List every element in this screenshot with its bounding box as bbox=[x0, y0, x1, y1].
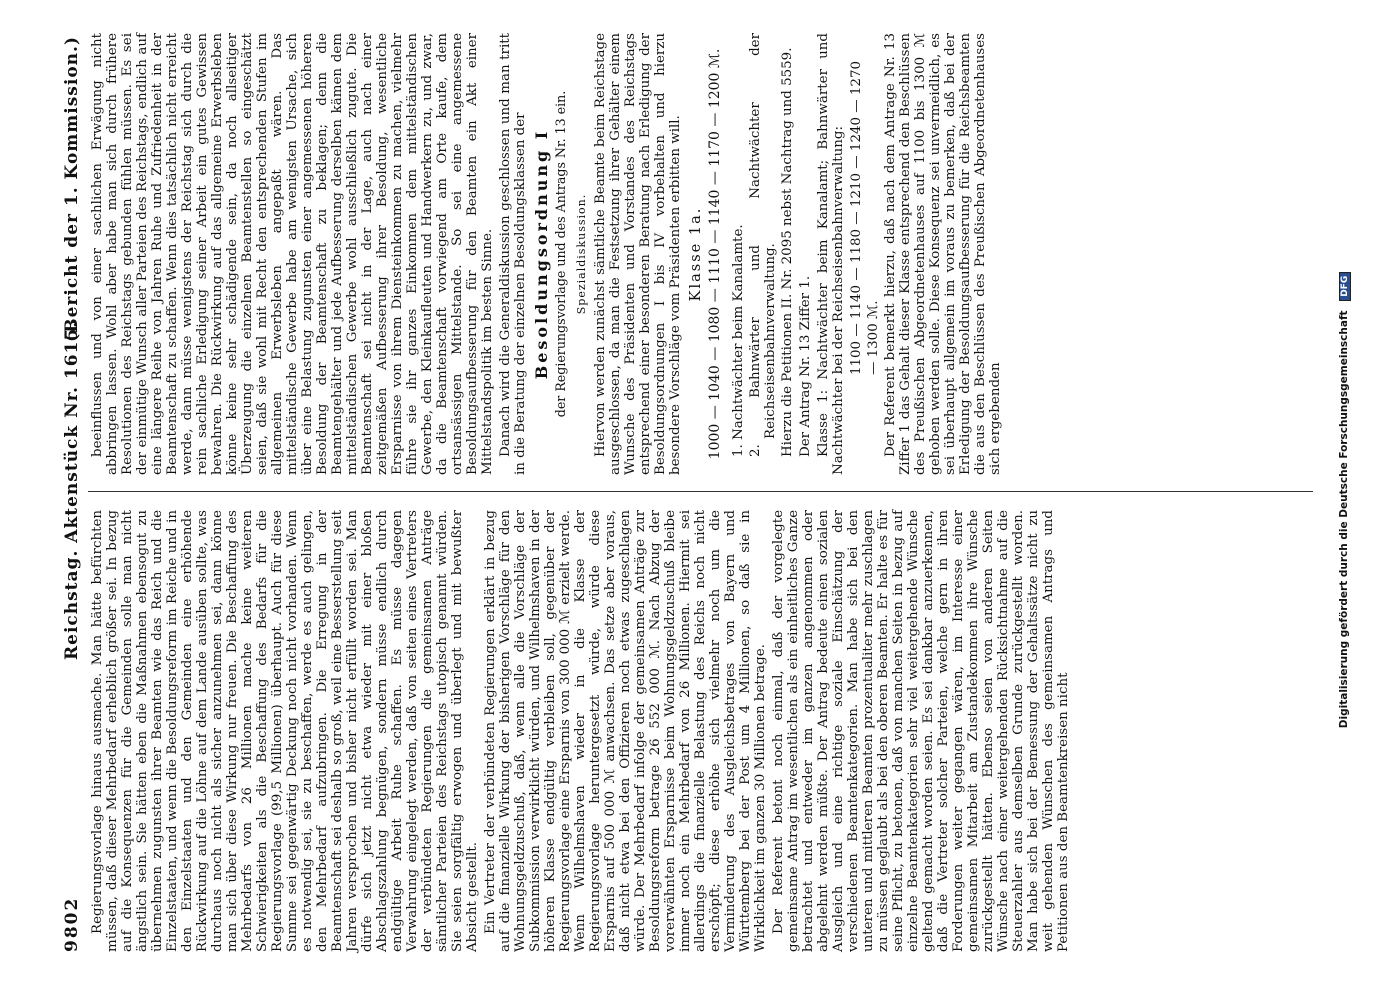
dfg-logo-icon: DFG bbox=[1339, 272, 1351, 301]
antrag-heading: Der Antrag Nr. 13 Ziffer 1. bbox=[798, 275, 813, 457]
paragraph: beeinflussen und von einer sachlichen Erwägung nicht abbringen lassen. Wohl aber habe man sich durch frühere Resolutionen des Reichstags gebunden fühlen müssen. Es sei der einmütige Wunsch aller Parteien des Reichstags, endlich auf eine längere Reihe von Jahren Ruhe und Zufriedenheit in der Beamtenschaft zu schaffen. Wenn dies tatsächlich nicht erreicht werde, dann müsse wenigstens der Reichstag sich durch die rein sachliche Erledigung seiner Arbeit ein gutes Gewissen bewahren. Die Rückwirkung auf das allgemeine Erwerbsleben könne keine sehr schädigende sein, da noch allseitiger Überzeugung die einzelnen Beamtenstellen so eingeschätzt seien, daß sie wohl mit Recht den entsprechenden Stufen im allgemeinen Erwerbsleben angepaßt wären. Das mittelständische Gewerbe habe am wenigsten Ursache, sich über eine Belastung zugunsten einer angemessenen höheren Besoldung der Beamtenschaft zu beklagen; denn die Beamtengehälter und jede Aufbesserung derselben kämen dem mittelständischen Gewerbe wohl ausschließlich zugute. Die Beamtenschaft sei nicht in der Lage, auch nach einer zeitgemäßen Aufbesserung ihrer Besoldung, wesentliche Ersparnisse von ihrem Diensteinkommen zu machen, vielmehr führe sie ihr ganzes Einkommen dem mittelständischen Gewerbe, den Kleinkaufleuten und Handwerkern zu, und zwar, da die Beamtenschaft vorwiegend am Orte kaufe, dem ortsansässigen Mittelstande. So sei eine angemessene Besoldungsaufbesserung für den Beamten ein Akt einer Mittelstandspolitik im besten Sinne. bbox=[90, 33, 495, 475]
section-subtitle: der Regierungsvorlage und des Antrags Nr. 13 ein. bbox=[553, 90, 568, 418]
petition-note: Hierzu die Petitionen II. Nr. 2095 nebst Nachtrag und 5559. bbox=[780, 47, 795, 457]
klasse-1a-heading: Klasse 1a. bbox=[688, 206, 704, 302]
column-divider bbox=[88, 491, 1313, 492]
right-column bbox=[90, 33, 1006, 475]
salary-scale-1: 1100 — 1140 — 1180 — 1210 — 1240 — 1270 bbox=[849, 61, 864, 375]
page-header bbox=[60, 30, 88, 960]
page-number: 9802 bbox=[62, 896, 82, 952]
left-column bbox=[90, 510, 1074, 952]
paragraph: Danach wird die Generaldiskussion geschlossen und man tritt in die Beratung der einzelnen Besoldungsklassen der bbox=[498, 33, 528, 475]
salary-scale-1-end: — 1300 ℳ. bbox=[866, 300, 881, 375]
klasse-1-description: Klasse 1: Nachtwächter beim Kanalamt; Bahnwärter und Nachtwächter bei der Reichseisenbahnverwaltung: bbox=[816, 33, 846, 475]
document-page bbox=[60, 30, 1320, 960]
header-report-label: (Bericht der 1. Kommission.) bbox=[62, 36, 82, 342]
paragraph: Der Referent bemerkt hierzu, daß nach dem Antrage Nr. 13 Ziffer 1 das Gehalt dieser Klasse entsprechend den Beschlüssen des Preußischen Abgeordnetenhauses auf 1100 bis 1300 ℳ gehoben werden solle. Diese Konsequenz sei unvermeidlich, es sei überhaupt allgemein im voraus zu bemerken, daß bei der Erledigung der Besoldungsaufbesserung für die Reichsbeamten die aus den Beschlüssen des Preußischen Abgeordnetenhauses sich ergebenden bbox=[883, 33, 1003, 475]
salary-scale-1a: 1000 — 1040 — 1080 — 1110 — 1140 — 1170 — 1200 ℳ. bbox=[707, 48, 723, 460]
digitization-footer bbox=[1338, 120, 1351, 880]
footer-text: Digitalisierung gefördert durch die Deutsche Forschungsgemeinschaft bbox=[1338, 310, 1350, 729]
paragraph: Regierungsvorlage hinaus ausmache. Man hätte befürchten müssen, daß dieser Mehrbedarf erheblich größer sei. In bezug auf die Konsequenzen für die Gemeinden solle man nicht ängstlich sein. Sie hätten eben die Maßnahmen ebensogut zu übernehmen zugunsten ihrer Beamten wie das Reich und die Einzelstaaten, und wenn die Besoldungsreform im Reiche und in den Einzelstaaten und den Gemeinden eine erhöhende Rückwirkung auf die Löhne auf dem Lande ausüben sollte, was durchaus noch nicht als sicher anzunehmen sei, dann könne man sich über diese Wirkung nur freuen. Die Beschaffung des Mehrbedarfs von 26 Millionen mache keine weiteren Schwierigkeiten als die Beschaffung des Bedarfs für die Regierungsvorlage (99,5 Millionen) überhaupt. Auch für diese Summe sei gegenwärtig Deckung noch nicht vorhanden. Wenn es notwendig sei, sie zu beschaffen, werde es auch gelingen, den Mehrbedarf aufzubringen. Die Erregung in der Beamtenschaft sei deshalb so groß, weil eine Besserstellung seit Jahren versprochen und bisher nicht erfüllt worden sei. Man dürfe sich jetzt nicht etwa wieder mit einer bloßen Abschlagszahlung begnügen, sondern müsse endlich durch endgültige Arbeit Ruhe schaffen. Es müsse dagegen Verwahrung eingelegt werden, daß von seiten eines Vertreters der verbündeten Regierungen die gemeinsamen Anträge sämtlicher Parteien des Reichstags utopisch genannt würden. Sie seien sorgfältig erwogen und überlegt und mit bewußter Absicht gestellt. bbox=[90, 510, 480, 952]
paragraph: Der Referent betont noch einmal, daß der vorgelegte gemeinsame Antrag im wesentlichen als ein einheitliches Ganze betrachtet und entweder im ganzen angenommen oder abgelehnt werden müßte. Der Antrag bedeute einen sozialen Ausgleich und eine richtige soziale Einschätzung der verschiedenen Beamtenkategorien. Man habe sich bei den unteren und mittleren Beamten prozentualiter mehr zuschlagen zu müssen geglaubt als bei den oberen Beamten. Er halte es für seine Pflicht, zu betonen, daß von manchen Seiten in bezug auf einzelne Beamtenkategorien sehr viel weitergehende Wünsche geltend gemacht worden seien. Es sei dankbar anzuerkennen, daß die Vertreter solcher Parteien, welche gern in ihren Forderungen weiter gegangen wären, im Interesse einer gemeinsamen Mitarbeit am Zustandekommen ihre Wünsche zurückgestellt hätten. Ebenso seien von anderen Seiten Wünsche nach einer weitergehenden Rücksichtnahme auf die Steuerzahler aus demselben Grunde zurückgestellt worden. Man habe sich bei der Bemessung der Gehaltssätze nicht zu weit gehenden Wünschen des gemeinsamen Antrags und Petitionen aus den Beamtenkreisen nicht bbox=[771, 510, 1071, 952]
paragraph: Ein Vertreter der verbündeten Regierungen erklärt in bezug auf die finanzielle Wirkung der bisherigen Vorschläge für den Wohnungsgeldzuschuß, daß, wenn alle die Vorschläge der Subkommission verwirklicht würden, und Wilhelmshaven in der höheren Klasse endgültig verbleiben soll, gegenüber der Regierungsvorlage eine Ersparnis von 300 000 ℳ erzielt werde. Wenn Wilhelmshaven wieder in die Klasse der Regierungsvorlage heruntergesetzt würde, würde diese Ersparnis auf 500 000 ℳ anwachsen. Das setze aber voraus, daß nicht etwa bei den Offizieren noch etwas zugeschlagen würde. Der Mehrbedarf infolge der gemeinsamen Anträge zur Besoldungsreform betrage 26 552 000 ℳ. Nach Abzug der vorerwähnten Ersparnisse beim Wohnungsgeldzuschuß bleibe immer noch ein Mehrbedarf von 26 Millionen. Hiermit sei allerdings die finanzielle Belastung des Reichs noch nicht erschöpft; diese erhöhe sich vielmehr noch um die Verminderung des Ausgleichsbetrages von Bayern und Württemberg bei der Post um 4 Millionen, so daß sie in Wirklichkeit im ganzen 30 Millionen betrage. bbox=[483, 510, 768, 952]
paragraph: Hiervon werden zunächst sämtliche Beamte beim Reichstage ausgeschlossen, da man die Festsetzung ihrer Gehälter einem Wunsche des Präsidenten und Vorstandes des Reichstags entsprechend einer besonderen Beratung nach Erledigung der Besoldungsordnungen I bis IV vorbehalten und hierzu besondere Vorschläge vom Präsidenten erbitten will. bbox=[593, 33, 683, 475]
section-title: Besoldungsordnung I bbox=[532, 128, 551, 380]
list-item: 1. Nachtwächter beim Kanalamte. bbox=[731, 224, 746, 457]
list-item: 2. Bahnwärter und Nachtwächter der Reichseisenbahnverwaltung. bbox=[748, 33, 778, 457]
header-title: Reichstag. Aktenstück Nr. 1615. bbox=[62, 320, 82, 660]
special-discussion-label: Spezialdiskussion. bbox=[575, 193, 588, 315]
